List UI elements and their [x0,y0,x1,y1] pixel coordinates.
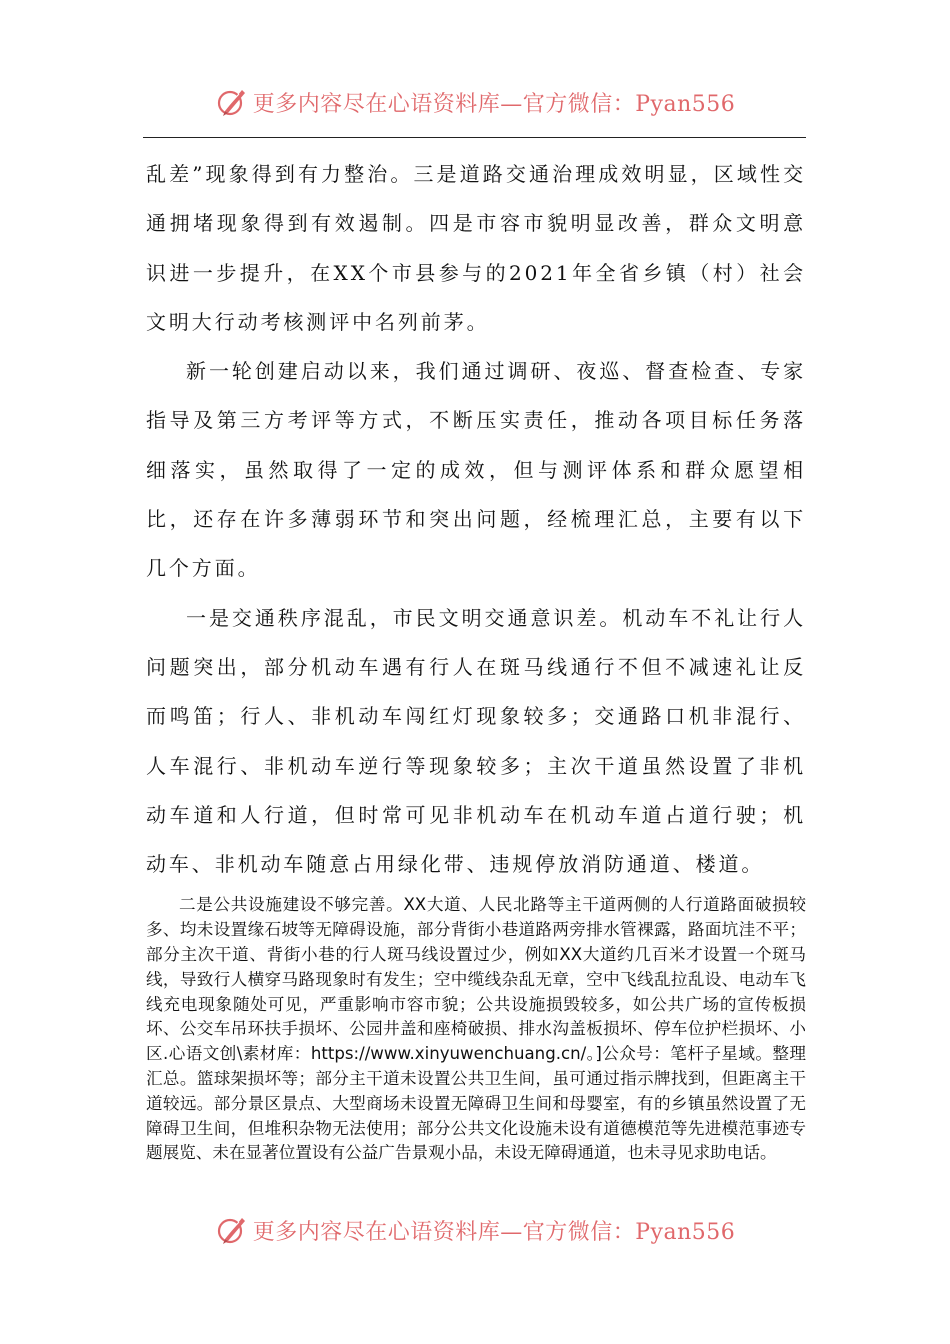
quill-pen-icon [215,1213,249,1247]
footer-banner [0,1208,950,1252]
document-body [146,150,806,1166]
footer-banner-text: 更多内容尽在心语资料库—官方微信：Pyan556 [252,1219,736,1245]
quill-pen-icon [215,85,249,119]
paragraph-continued: 乱差”现象得到有力整治。三是道路交通治理成效明显，区域性交通拥堵现象得到有效遏制。四是市容市貌明显改善，群众文明意识进一步提升，在XX个市县参与的2021年全省乡镇（村）社会文明大行动考核测评中名列前茅。 [146,162,806,334]
paragraph-public-facilities: 二是公共设施建设不够完善。XX大道、人民北路等主干道两侧的人行道路面破损较多、均未设置缘石坡等无障碍设施，部分背街小巷道路两旁排水管裸露，路面坑洼不平；部分主次干道、背街小巷的行人斑马线设置过少，例如XX大道约几百米才设置一个斑马线，导致行人横穿马路现象时有发生；空中缆线杂乱无章，空中飞线乱拉乱设、电动车飞线充电现象随处可见，严重影响市容市貌；公共设施损毁较多，如公共广场的宣传板损坏、公交车吊环扶手损坏、公园井盖和座椅破损、排水沟盖板损坏、停车位护栏损坏、小区.心语文创\素材库：https://www.xinyuwenchuang.cn/。]公众号：笔杆子星域。整理汇总。篮球架损坏等；部分主干道未设置公共卫生间，虽可通过指示牌找到，但距离主干道较远。部分景区景点、大型商场未设置无障碍卫生间和母婴室，有的乡镇虽然设置了无障碍卫生间，但堆积杂物无法使用；部分公共文化设施未设有道德模范等先进模范事迹专题展览、未在显著位置设有公益广告景观小品，未设无障碍通道，也未寻见求助电话。 [146,895,806,1163]
paragraph-overview: 新一轮创建启动以来，我们通过调研、夜巡、督查检查、专家指导及第三方考评等方式，不断压实责任，推动各项目标任务落细落实，虽然取得了一定的成效，但与测评体系和群众愿望相比，还存在许多薄弱环节和突出问题，经梳理汇总，主要有以下几个方面。 [146,359,806,581]
paragraph-traffic-order: 一是交通秩序混乱，市民文明交通意识差。机动车不礼让行人问题突出，部分机动车遇有行人在斑马线通行不但不减速礼让反而鸣笛；行人、非机动车闯红灯现象较多；交通路口机非混行、人车混行、非机动车逆行等现象较多；主次干道虽然设置了非机动车道和人行道，但时常可见非机动车在机动车道占道行驶；机动车、非机动车随意占用绿化带、违规停放消防通道、楼道。 [146,605,806,877]
header-banner [0,80,950,124]
header-banner-text: 更多内容尽在心语资料库—官方微信：Pyan556 [252,91,736,117]
header-divider [143,137,806,138]
